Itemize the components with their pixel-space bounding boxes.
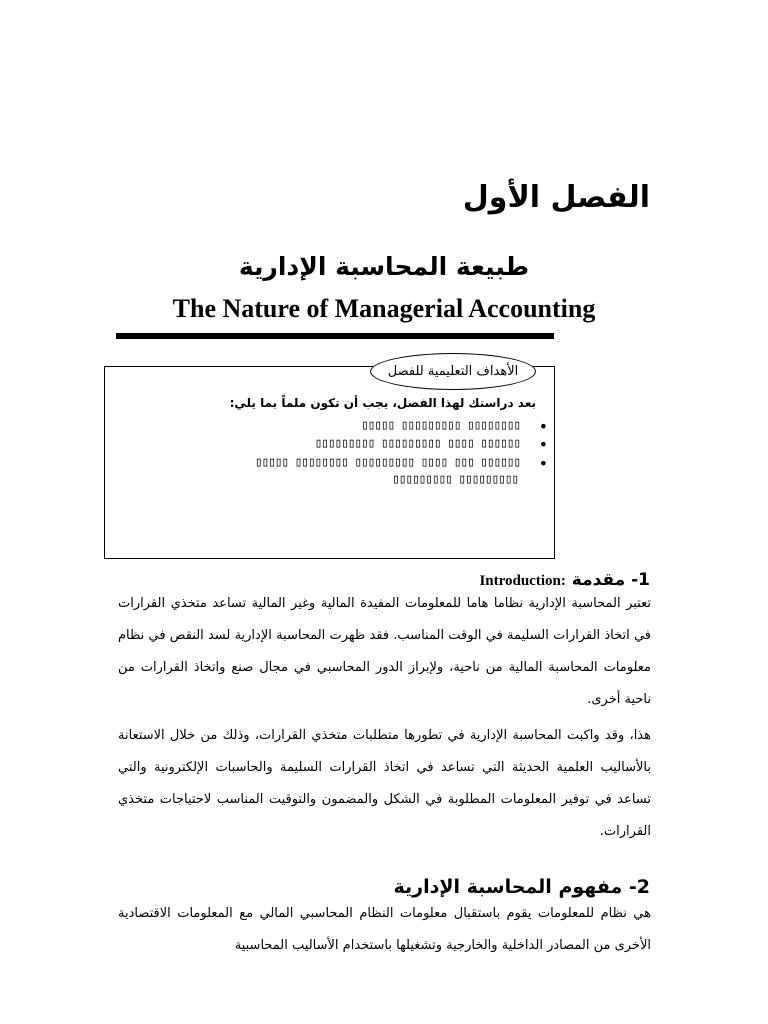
- chapter-title: الفصل الأول: [462, 180, 650, 215]
- objective-item-continued: [392, 472, 518, 487]
- section-2-heading: 2- مفهوم المحاسبة الإدارية: [393, 876, 650, 898]
- objective-item: [360, 417, 548, 436]
- section-1-heading: [479, 570, 650, 590]
- section-1-paragraph-2: هذا، وقد واكبت المحاسبة الإدارية في تطورها متطلبات متخذي القرارات، وذلك من خلال الاستعانة بالأساليب العلمية الحديثة التي تساعد في اتخاذ القرارات السليمة والحاسبات الإلكترونية والتي تساعد في توفير المعلومات المطلوبة في الشكل والمضمون والتوقيت المناسب لاحتياجات متخذي القرارات.: [118, 728, 651, 839]
- section-1-paragraph-1: تعتبر المحاسبة الإدارية نظاما هاما للمعلومات المفيدة المالية وغير المالية تساعد متخذي القرارات في اتخاذ القرارات السليمة في الوقت المناسب. فقد ظهرت المحاسبة الإدارية لسد النقص في نظام معلومات المحاسبة المالية من ناحية، ولإبراز الدور المحاسبي في مجال صنع واتخاذ القرارات من ناحية أخرى.: [118, 596, 651, 707]
- section-2-paragraph: هي نظام للمعلومات يقوم باستقبال معلومات النظام المحاسبي المالي مع المعلومات الاقتصادية الأخرى من المصادر الداخلية والخارجية وتشغيلها باستخدام الأساليب المحاسبية: [118, 906, 651, 953]
- objective-text: ▯▯▯▯▯▯▯▯▯ ▯▯▯▯▯▯▯▯▯: [392, 472, 518, 487]
- chapter-title-arabic: طبيعة المحاسبة الإدارية: [238, 252, 530, 281]
- bullet-icon: •: [538, 435, 548, 454]
- learning-objectives-label: [370, 353, 536, 390]
- bullet-icon: •: [538, 454, 548, 473]
- objective-text: ▯▯▯▯▯ ▯▯▯▯▯▯▯▯▯ ▯▯▯▯▯▯▯▯: [360, 418, 520, 433]
- chapter-title-english: The Nature of Managerial Accounting: [172, 294, 596, 323]
- objective-item: [314, 435, 548, 454]
- objective-item: [254, 454, 548, 473]
- objective-text: ▯▯▯▯▯▯▯▯▯ ▯▯▯▯▯▯▯▯▯ ▯▯▯▯ ▯▯▯▯▯▯: [314, 436, 520, 451]
- bullet-icon: •: [538, 417, 548, 436]
- title-underline-rule: [116, 333, 554, 339]
- objectives-intro: بعد دراستك لهذا الفصل، يجب أن تكون ملماً بما يلي:: [229, 396, 536, 410]
- section-1-english: Introduction:: [479, 573, 566, 589]
- learning-objectives-label-text: الأهداف التعليمية للفصل: [387, 364, 519, 379]
- section-1-number: 1- مقدمة: [571, 570, 650, 590]
- objective-text: ▯▯▯▯▯ ▯▯▯▯▯▯▯▯ ▯▯▯▯▯▯▯▯▯ ▯▯▯▯ ▯▯▯ ▯▯▯▯▯▯: [254, 455, 520, 470]
